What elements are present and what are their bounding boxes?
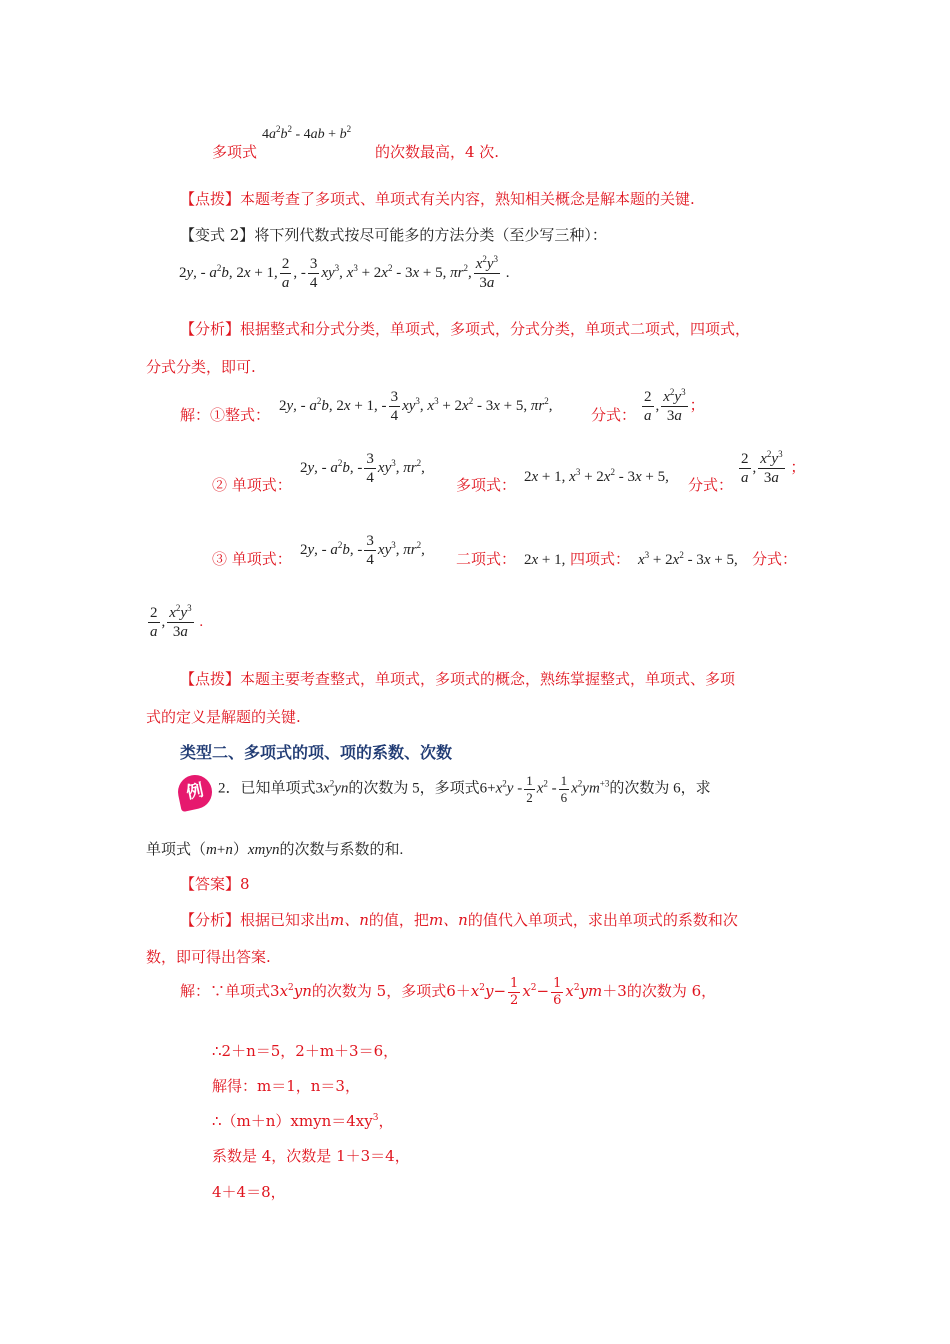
solution-step-5: 系数是 4，次数是 1＋3＝4，	[212, 1147, 410, 1165]
variant-2-title: 【变式 2】将下列代数式按尽可能多的方法分类（至少写三种）：	[180, 226, 607, 244]
solution-3-fraction-label: 分式：	[752, 550, 798, 568]
solution-step-3: 解得：m＝1，n＝3，	[212, 1077, 360, 1095]
solution-2-polynomials: 2x + 1, $x^3 + 2x^2 - 3x + 5$,	[524, 467, 669, 485]
poly-degree-suffix: 的次数最高，4 次.	[375, 143, 500, 161]
analysis-2-line-2: 数，即可得出答案.	[146, 948, 271, 966]
solution-step-4: $\therefore(m+n)xmyn=4xy^3$，	[212, 1112, 394, 1130]
solution-2-monomials: 2y, - $a^2b$, - $\frac{3}{4}$ $xy^3$, $\pi r^2$,	[300, 451, 425, 486]
analysis-line-2: 分式分类，即可.	[146, 358, 256, 376]
solution-3-monomials: 2y, - $a^2b$, - $\frac{3}{4}$ $xy^3$, $\pi r^2$,	[300, 533, 425, 568]
solution-2-fractions: $\frac{2}{a}$ , $\frac{x^2y^3}{3a}$ ；	[741, 449, 806, 486]
example-2-line-1: 2．已知单项式$3x^2yn$的次数为 5，多项式$6+x^2y$ - $\frac{1}{2}$ $x^2$ - $\frac{1}{6}$ $x^2ym^{+3}$的次数为 6，求	[218, 773, 711, 805]
example-badge: 例	[175, 772, 215, 812]
solution-step-1: 解：∵单项式$3x^2yn$的次数为 5，多项式$6+x^2y-$ $\frac{1}{2}$ $x^2-$ $\frac{1}{6}$ $x^2ym+3$的次数为 6，	[180, 976, 717, 1008]
solution-3-label: ③ 单项式：	[212, 550, 292, 568]
solution-3-quad-label: 四项式：	[570, 550, 631, 568]
solution-1-integers: 2y, - $a^2b$, 2x + 1, - $\frac{3}{4}$ $xy^3$, $x^3 + 2x^2 - 3x + 5$, $\pi r^2$,	[279, 389, 553, 424]
expression-list: 2y, - $a^2b$, 2x + 1, $\frac{2}{a}$ , - $\frac{3}{4}$ $xy^3$, $x^3 + 2x^2 - 3x + 5$, $\pi r^2$, $\frac{x^2y^3}{3a}$ .	[179, 254, 510, 291]
solution-step-2: ∴2＋n＝5，2＋m＋3＝6，	[212, 1042, 399, 1060]
solution-1-fraction-label: 分式：	[591, 406, 637, 424]
solution-1-fractions: $\frac{2}{a}$ , $\frac{x^2y^3}{3a}$ ；	[644, 387, 705, 424]
solution-3-binomial-label: 二项式：	[456, 550, 517, 568]
analysis-line-1: 【分析】根据整式和分式分类，单项式，多项式，分式分类，单项式二项式，四项式，	[180, 320, 751, 338]
solution-step-6: 4＋4＝8，	[212, 1183, 286, 1201]
solution-2-poly-label: 多项式：	[456, 476, 517, 494]
analysis-2-line-1: 【分析】根据已知求出m、n的值，把m、n的值代入单项式，求出单项式的系数和次	[180, 911, 738, 929]
solution-3-quadrinomials: $x^3 + 2x^2 - 3x + 5$,	[638, 550, 738, 568]
solution-2-label: ② 单项式：	[212, 476, 292, 494]
hint-paragraph-1: 【点拨】本题考查了多项式、单项式有关内容，熟知相关概念是解本题的关键.	[180, 190, 695, 208]
solution-3-binomials: 2x + 1,	[524, 552, 566, 568]
solution-2-fraction-label: 分式：	[688, 476, 734, 494]
hint-paragraph-2-line-1: 【点拨】本题主要考查整式，单项式，多项式的概念，熟练掌握整式，单项式、多项	[180, 670, 736, 688]
poly-expression: $4a^2b^2 - 4ab + b^2$	[262, 124, 352, 142]
section-heading: 类型二、多项式的项、项的系数、次数	[180, 743, 453, 762]
poly-degree-line: 多项式	[212, 143, 258, 161]
solution-3-fractions: $\frac{2}{a}$ , $\frac{x^2y^3}{3a}$ .	[150, 603, 204, 640]
example-2-line-2: 单项式（m+n）xmyn的次数与系数的和.	[146, 842, 404, 858]
answer-line: 【答案】8	[180, 875, 250, 893]
hint-paragraph-2-line-2: 式的定义是解题的关键.	[146, 708, 301, 726]
solution-1-label: 解：①整式：	[180, 406, 271, 424]
